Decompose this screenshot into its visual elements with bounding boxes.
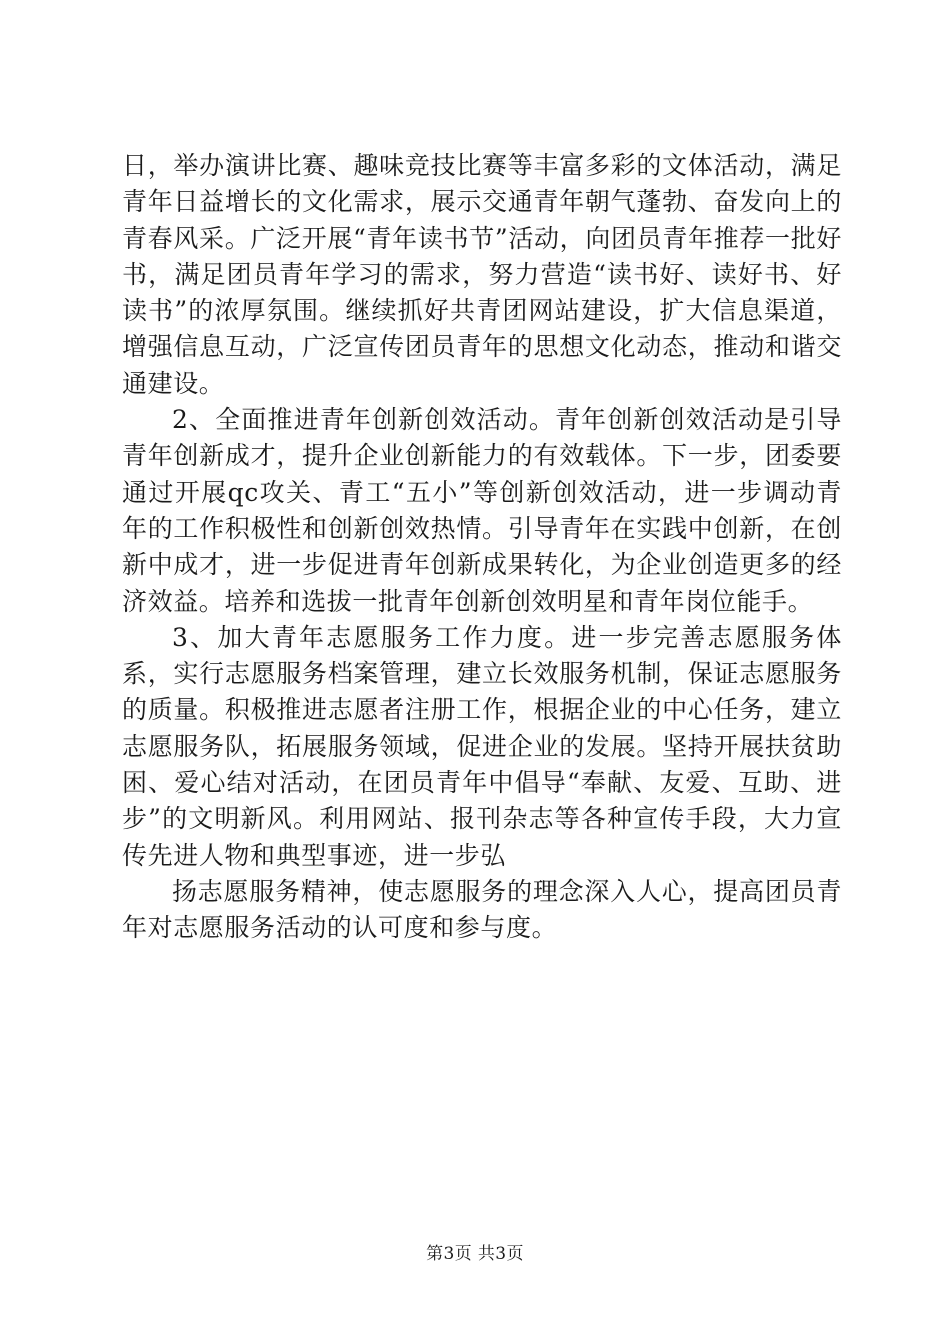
paragraph-continuation: 日，举办演讲比赛、趣味竞技比赛等丰富多彩的文体活动，满足青年日益增长的文化需求，展示交通青年朝气蓬勃、奋发向上的青春风采。广泛开展“青年读书节”活动，向团员青年推荐一批好书，满足团员青年学习的需求，努力营造“读书好、读好书、好读书”的浓厚氛围。继续抓好共青团网站建设，扩大信息渠道，增强信息互动，广泛宣传团员青年的思想文化动态，推动和谐交通建设。 xyxy=(122,151,842,398)
paragraph-item-3: 3、加大青年志愿服务工作力度。进一步完善志愿服务体系，实行志愿服务档案管理，建立长效服务机制，保证志愿服务的质量。积极推进志愿者注册工作，根据企业的中心任务，建立志愿服务队，拓展服务领域，促进企业的发展。坚持开展扶贫助困、爱心结对活动，在团员青年中倡导“奉献、友爱、互助、进步”的文明新风。利用网站、报刊杂志等各种宣传手段，大力宣传先进人物和典型事迹，进一步弘 xyxy=(122,622,842,870)
document-body xyxy=(122,148,842,947)
page-number-footer: 第3页 共3页 xyxy=(426,1244,524,1264)
paragraph-closing: 扬志愿服务精神，使志愿服务的理念深入人心，提高团员青年对志愿服务活动的认可度和参与度。 xyxy=(122,876,842,943)
paragraph-item-2: 2、全面推进青年创新创效活动。青年创新创效活动是引导青年创新成才，提升企业创新能力的有效载体。下一步，团委要通过开展qc攻关、青工“五小”等创新创效活动，进一步调动青年的工作积极性和创新创效热情。引导青年在实践中创新，在创新中成才，进一步促进青年创新成果转化，为企业创造更多的经济效益。培养和选拔一批青年创新创效明星和青年岗位能手。 xyxy=(122,405,842,616)
